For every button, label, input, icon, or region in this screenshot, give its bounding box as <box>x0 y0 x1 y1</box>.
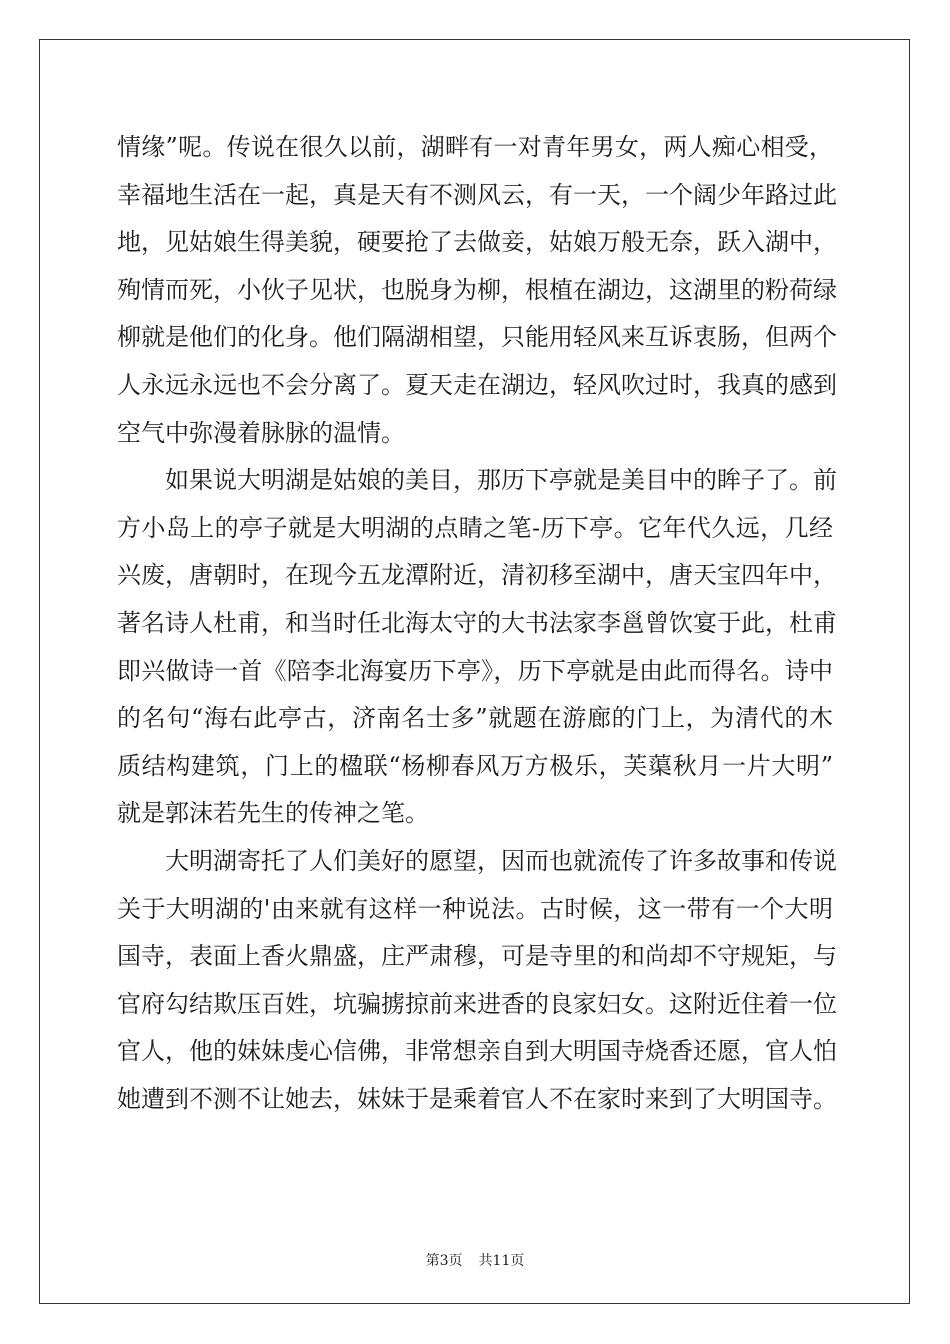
paragraph-2 <box>117 457 837 838</box>
total-pages: 共11页 <box>478 1253 525 1269</box>
page-number: 第3页 <box>425 1253 463 1269</box>
text-line: 官府勾结欺压百姓，坑骗掳掠前来进香的良家妇女。这附近住着一位 <box>117 989 837 1018</box>
text-line: 情缘”呢。传说在很久以前，湖畔有一对青年男女，两人痴心相受， <box>117 133 833 161</box>
text-line: 殉情而死，小伙子见状，也脱身为柳，根植在湖边，这湖里的粉荷绿 <box>117 275 837 304</box>
text-line: 兴废，唐朝时，在现今五龙潭附近，清初移至湖中，唐天宝四年中， <box>117 561 837 590</box>
text-line: 幸福地生活在一起，真是天有不测风云，有一天，一个阔少年路过此 <box>117 180 837 209</box>
text-line: 柳就是他们的化身。他们隔湖相望，只能用轻风来互诉衷肠，但两个 <box>117 323 837 352</box>
paragraph-3 <box>117 838 837 1124</box>
text-line: 地，见姑娘生得美貌，硬要抢了去做妾，姑娘万般无奈，跃入湖中， <box>117 228 837 257</box>
text-line: 大明湖寄托了人们美好的愿望，因而也就流传了许多故事和传说 <box>165 846 837 875</box>
text-line: 即兴做诗一首《陪李北海宴历下亭》，历下亭就是由此而得名。诗中 <box>117 656 833 685</box>
text-line: 著名诗人杜甫，和当时任北海太守的大书法家李邕曾饮宴于此，杜甫 <box>117 608 837 637</box>
text-line: 方小岛上的亭子就是大明湖的点睛之笔-历下亭。它年代久远，几经 <box>117 513 833 542</box>
text-line: 她遭到不测不让她去，妹妹于是乘着官人不在家时来到了大明国寺。 <box>117 1084 837 1113</box>
text-line: 就是郭沫若先生的传神之笔。 <box>117 799 429 828</box>
document-body <box>117 124 837 1123</box>
text-line: 如果说大明湖是姑娘的美目，那历下亭就是美目中的眸子了。前 <box>165 466 837 495</box>
paragraph-1 <box>117 124 837 457</box>
text-line: 的名句“海右此亭古，济南名士多”就题在游廊的门上，为清代的木 <box>117 704 833 733</box>
text-line: 国寺，表面上香火鼎盛，庄严肃穆，可是寺里的和尚却不守规矩，与 <box>117 942 837 971</box>
text-line: 关于大明湖的'由来就有这样一种说法。古时候，这一带有一个大明 <box>117 894 833 923</box>
text-line: 质结构建筑，门上的楹联“杨柳春风万方极乐，芙蕖秋月一片大明” <box>117 751 833 780</box>
text-line: 空气中弥漫着脉脉的温情。 <box>117 418 405 447</box>
page-footer <box>0 1250 950 1270</box>
text-line: 人永远永远也不会分离了。夏天走在湖边，轻风吹过时，我真的感到 <box>117 370 837 399</box>
text-line: 官人，他的妹妹虔心信佛，非常想亲自到大明国寺烧香还愿，官人怕 <box>117 1037 837 1066</box>
